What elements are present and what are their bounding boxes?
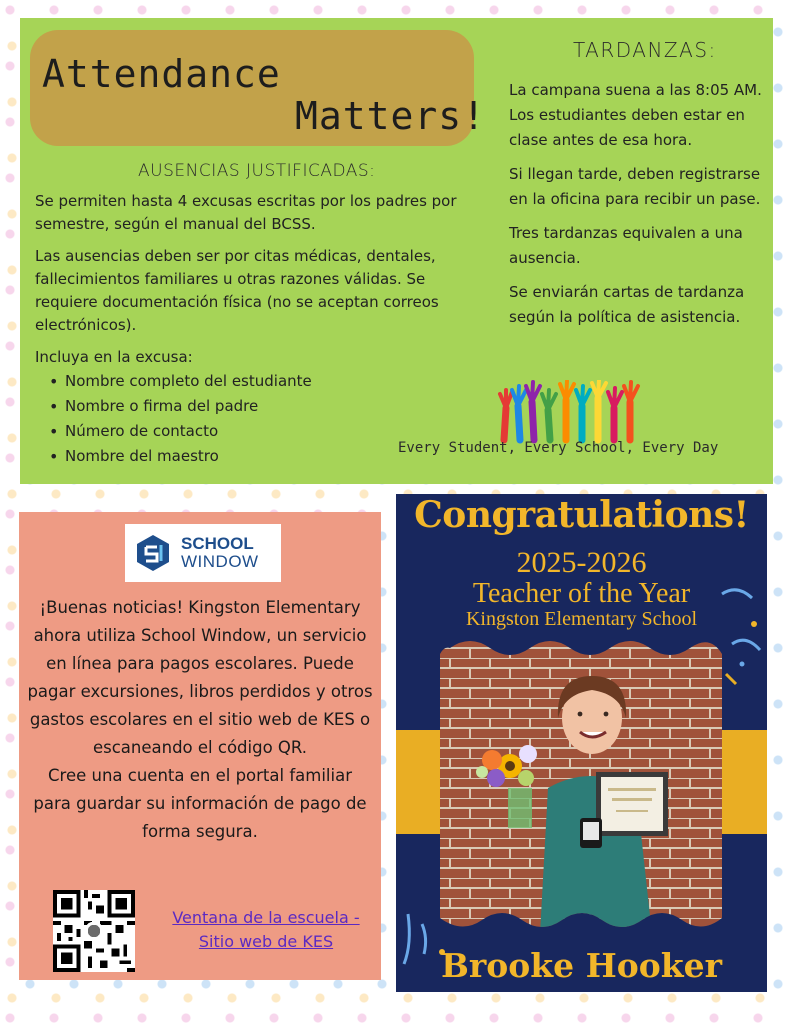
tardanzas-paragraph-3: Tres tardanzas equivalen a una ausencia. xyxy=(509,224,743,267)
tardanzas-heading: TARDANZAS: xyxy=(573,38,717,62)
kes-website-link[interactable] xyxy=(156,906,376,954)
attendance-title-line2: Matters! xyxy=(295,94,487,138)
confetti-decoration xyxy=(712,584,767,694)
school-window-logo xyxy=(125,524,281,582)
logo-line1: SCHOOL xyxy=(181,534,254,553)
link-line1[interactable]: Ventana de la escuela - xyxy=(172,908,360,927)
ausencias-heading: AUSENCIAS JUSTIFICADAS: xyxy=(138,161,376,181)
teacher-of-the-year-panel xyxy=(396,494,767,992)
attendance-title-box xyxy=(30,30,487,146)
tardanzas-paragraph-2: Si llegan tarde, deben registrarse en la oficina para recibir un pase. xyxy=(509,165,761,208)
teacher-photo xyxy=(430,638,732,934)
logo-line2: WINDOW xyxy=(181,552,259,571)
ausencias-body xyxy=(35,190,465,469)
ausencias-paragraph-1: Se permiten hasta 4 excusas escritas por los padres por semestre, según el manual del BCSS. xyxy=(35,192,457,233)
list-item: • Número de contacto xyxy=(65,419,465,444)
raised-hands-icon xyxy=(496,380,646,444)
ausencias-paragraph-3: Incluya en la excusa: xyxy=(35,348,193,366)
teacher-name: Brooke Hooker xyxy=(440,946,723,985)
school-window-paragraph-2: Cree una cuenta en el portal familiar para guardar su información de pago de forma segura. xyxy=(33,766,367,841)
list-item: • Nombre completo del estudiante xyxy=(65,369,465,394)
link-line2[interactable]: Sitio web de KES xyxy=(198,932,334,951)
school-window-body xyxy=(27,594,373,846)
tardanzas-body xyxy=(509,78,775,339)
qr-code-icon[interactable] xyxy=(53,890,135,972)
attendance-panel xyxy=(20,18,773,484)
ausencias-paragraph-2: Las ausencias deben ser por citas médicas, dentales, fallecimientos familiares u otras razones válidas. Se requiere documentación física (no se aceptan correos electrónicos). xyxy=(35,247,439,334)
school-window-logo-icon xyxy=(133,533,173,573)
school-window-logo-text xyxy=(181,535,259,571)
attendance-title-line1: Attendance xyxy=(42,52,281,96)
list-item: • Nombre o firma del padre xyxy=(65,394,465,419)
award-title: Teacher of the Year xyxy=(472,578,691,609)
tardanzas-paragraph-4: Se enviarán cartas de tardanza según la política de asistencia. xyxy=(509,283,745,326)
school-window-paragraph-1: ¡Buenas noticias! Kingston Elementary ahora utiliza School Window, un servicio en línea para pagos escolares. Puede pagar excursiones, libros perdidos y otros gastos escolares en el sitio web de KES o escaneando el código QR. xyxy=(27,598,373,757)
congratulations-heading: Congratulations! xyxy=(414,494,749,536)
school-name: Kingston Elementary School xyxy=(465,608,698,630)
tagline: Every Student, Every School, Every Day xyxy=(398,440,719,456)
list-item: • Nombre del maestro xyxy=(65,444,465,469)
tardanzas-paragraph-1: La campana suena a las 8:05 AM. Los estudiantes deben estar en clase antes de esa hora. xyxy=(509,81,762,149)
school-window-panel xyxy=(19,512,381,980)
award-year: 2025-2026 xyxy=(516,546,647,579)
